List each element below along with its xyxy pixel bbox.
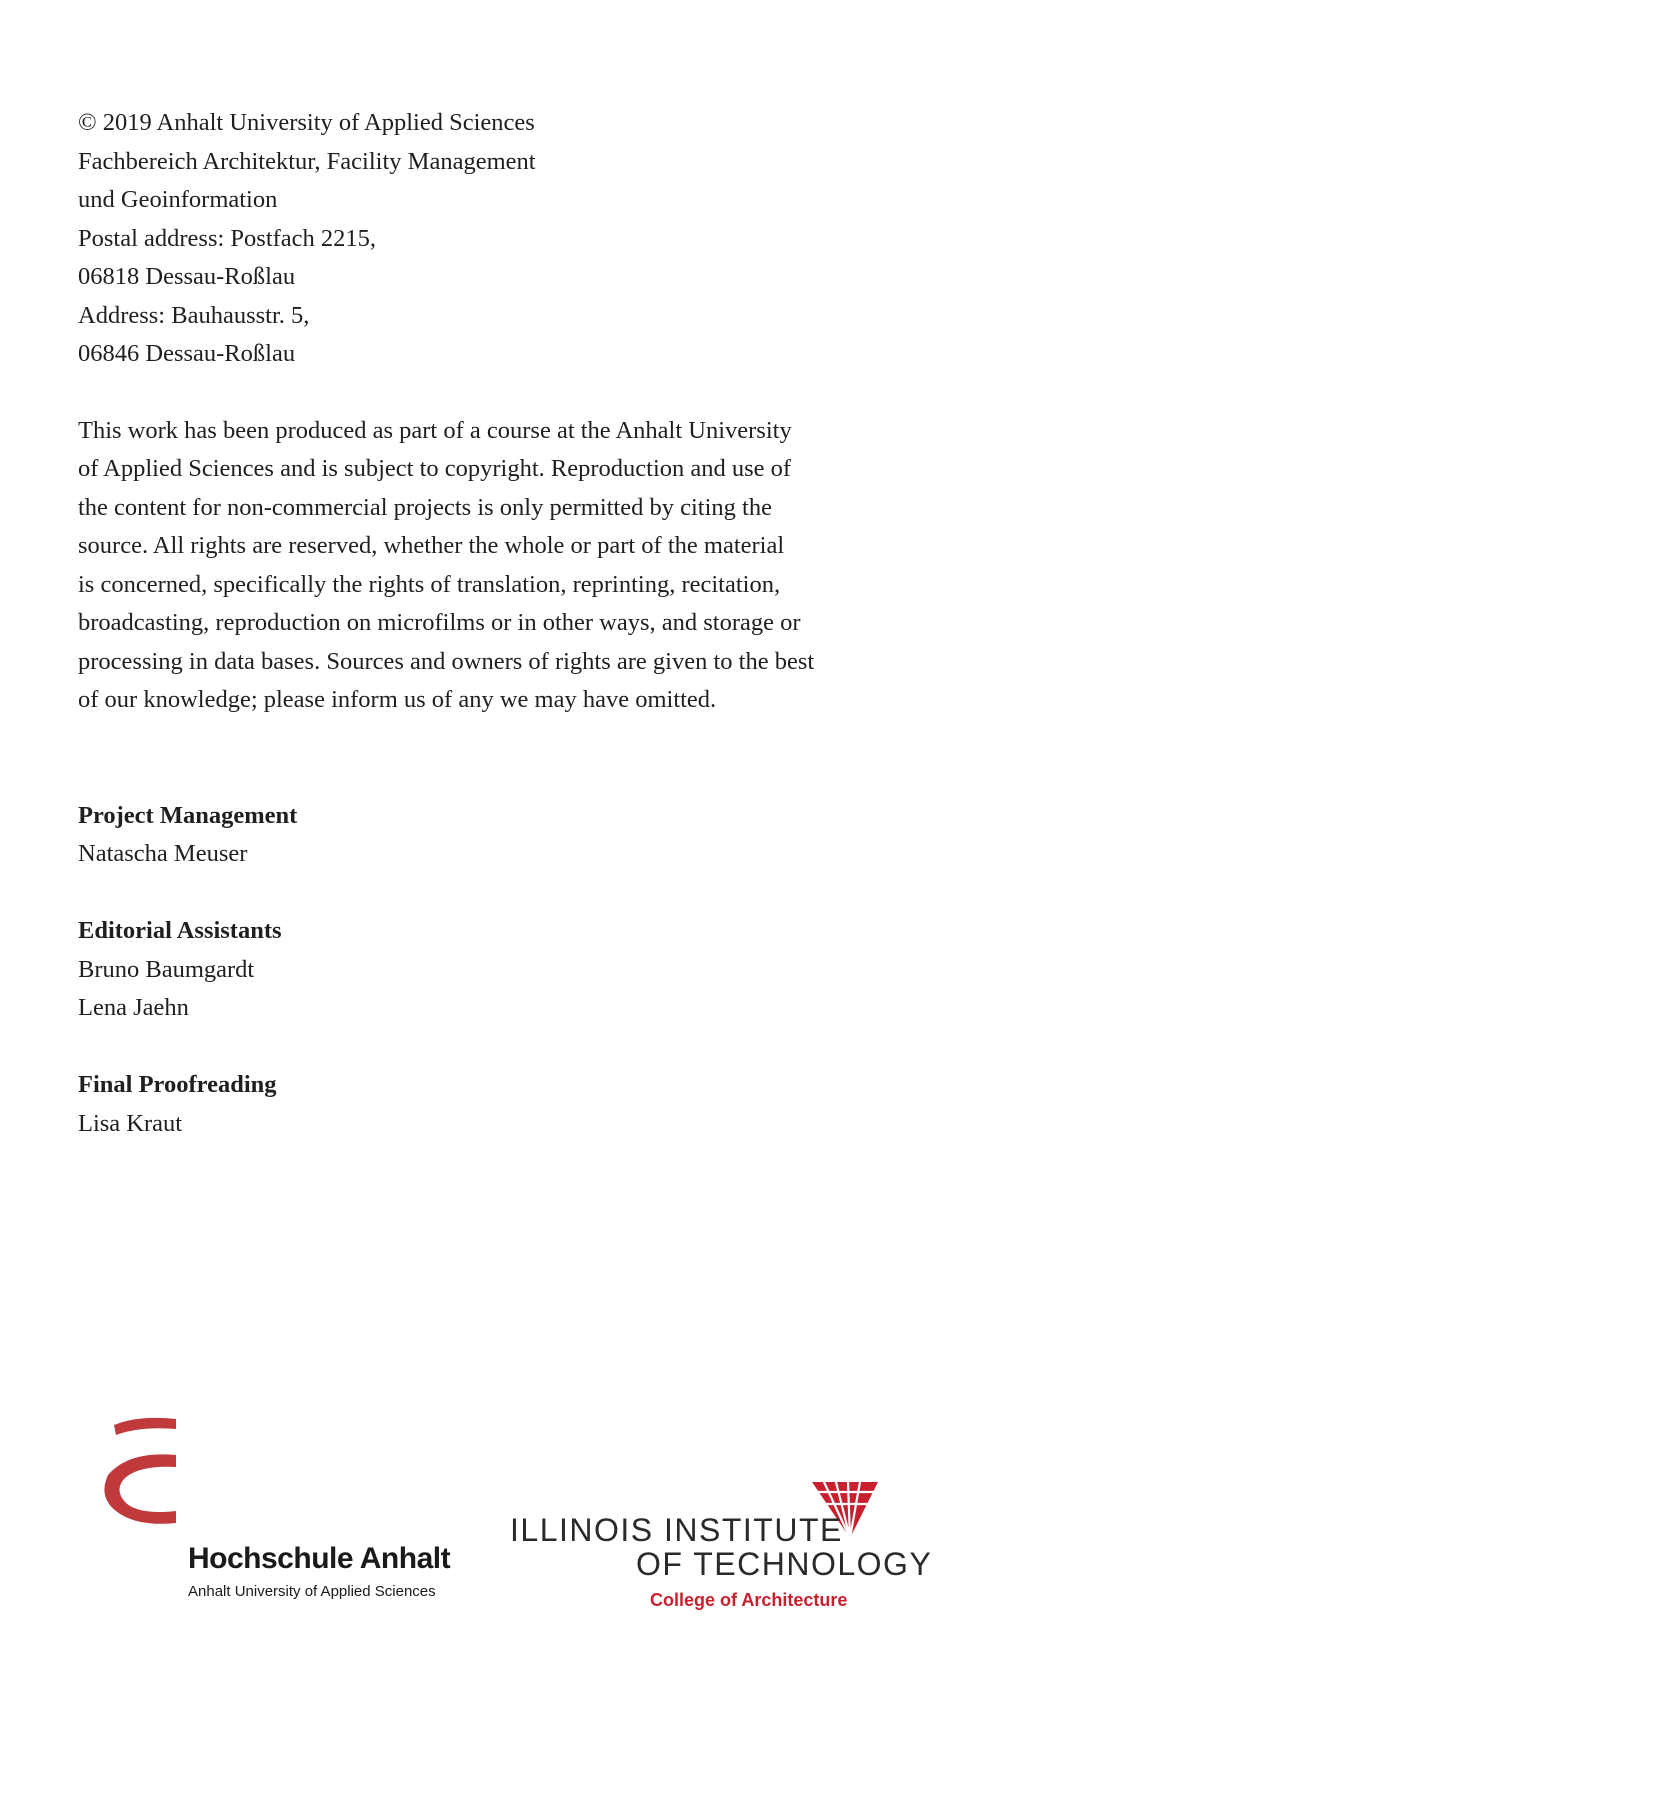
ha-mark-c-shape xyxy=(104,1454,176,1523)
credit-project-management xyxy=(78,797,918,874)
hochschule-anhalt-logo xyxy=(98,1415,458,1615)
hochschule-anhalt-name: Hochschule Anhalt xyxy=(188,1542,451,1575)
credit-name: Lisa Kraut xyxy=(78,1109,183,1137)
credit-heading: Editorial Assistants xyxy=(78,917,282,944)
iit-name-line2: OF TECHNOLOGY xyxy=(636,1546,933,1582)
copyright-line: the content for non-commercial projects is only permitted by citing the xyxy=(78,493,772,521)
address-line: Address: Bauhausstr. 5, xyxy=(78,301,310,329)
ha-mark-top-arc xyxy=(114,1418,176,1435)
credits-section xyxy=(78,797,918,1144)
credit-final-proofreading xyxy=(78,1066,918,1143)
address-line: Postal address: Postfach 2215, xyxy=(78,224,377,252)
credit-heading: Final Proofreading xyxy=(78,1071,277,1098)
address-line: Fachbereich Architektur, Facility Management xyxy=(78,147,536,175)
copyright-line: of our knowledge; please inform us of any we may have omitted. xyxy=(78,686,717,713)
address-line: 06818 Dessau-Roßlau xyxy=(78,263,296,290)
copyright-line: source. All rights are reserved, whether the whole or part of the material xyxy=(78,532,785,559)
address-line: und Geoinformation xyxy=(78,186,278,213)
iit-logo xyxy=(510,1480,933,1620)
iit-subtitle: College of Architecture xyxy=(650,1590,848,1610)
copyright-line: processing in data bases. Sources and owners of rights are given to the best xyxy=(78,647,815,675)
credit-name: Lena Jaehn xyxy=(78,994,189,1021)
credit-name: Bruno Baumgardt xyxy=(78,955,255,983)
copyright-notice xyxy=(78,412,918,720)
copyright-line: of Applied Sciences and is subject to copyright. Reproduction and use of xyxy=(78,455,792,482)
credit-heading: Project Management xyxy=(78,801,298,829)
copyright-line: broadcasting, reproduction on microfilms or in other ways, and storage or xyxy=(78,609,801,636)
hochschule-anhalt-logo-icon xyxy=(98,1415,188,1545)
imprint-text-column xyxy=(78,104,918,1182)
hochschule-anhalt-subtitle: Anhalt University of Applied Sciences xyxy=(188,1583,436,1600)
address-block xyxy=(78,104,918,374)
copyright-line: This work has been produced as part of a course at the Anhalt University xyxy=(78,416,792,444)
address-line: 06846 Dessau-Roßlau xyxy=(78,340,296,367)
address-line: © 2019 Anhalt University of Applied Sciences xyxy=(78,109,535,136)
iit-name-line1: ILLINOIS INSTITUTE xyxy=(510,1512,843,1548)
copyright-line: is concerned, specifically the rights of translation, reprinting, recitation, xyxy=(78,570,781,598)
credit-name: Natascha Meuser xyxy=(78,840,248,867)
credit-editorial-assistants xyxy=(78,912,918,1028)
